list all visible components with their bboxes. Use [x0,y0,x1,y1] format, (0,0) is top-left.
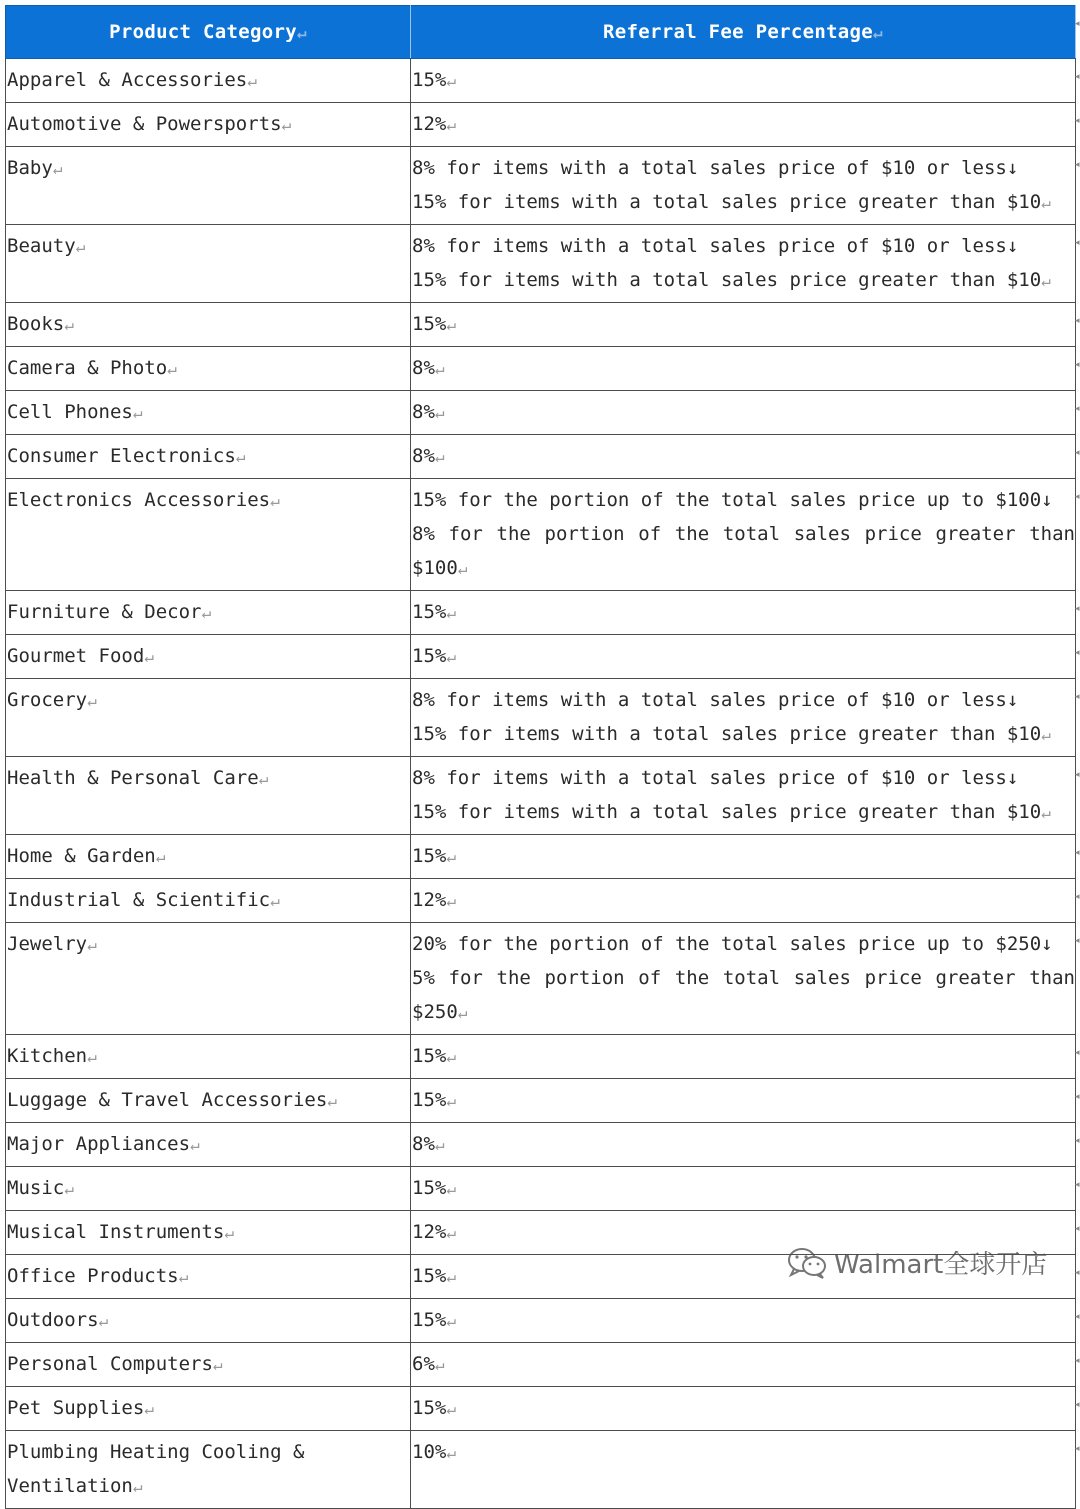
category-text: Plumbing Heating Cooling & Ventilation [7,1441,305,1497]
row-end-marker-icon: ◂ [1075,692,1080,702]
watermark-text: Walmart全球开店 [834,1250,1048,1280]
paragraph-mark-icon: ↵ [270,491,280,510]
paragraph-mark-icon: ↵ [1041,803,1051,822]
wechat-icon [786,1246,828,1280]
table-row [6,879,1076,923]
row-end-marker-icon: ◂ [1075,492,1080,502]
table-row [6,347,1076,391]
table-row [6,479,1076,591]
fee-text: 15% for the portion of the total sales price up to $100↓ 8% for the portion of the total sales price greater than $100 [412,489,1075,579]
category-text: Personal Computers [7,1353,213,1375]
watermark [786,1244,1047,1281]
paragraph-mark-icon: ↵ [64,1179,74,1198]
header-product-category: Product Category↵ [6,6,411,59]
paragraph-mark-icon: ↵ [446,1179,456,1198]
fee-text: 8% [412,1133,435,1155]
category-cell [6,1167,411,1211]
paragraph-mark-icon: ↵ [270,891,280,910]
paragraph-mark-icon: ↵ [1041,193,1051,212]
fee-cell [411,757,1076,835]
fee-cell [411,147,1076,225]
category-cell [6,391,411,435]
category-cell [6,147,411,225]
category-text: Electronics Accessories [7,489,271,511]
category-text: Home & Garden [7,845,156,867]
row-end-marker-icon: ◂ [1075,892,1080,902]
paragraph-mark-icon: ↵ [212,1355,223,1374]
paragraph-mark-icon: ↵ [247,71,257,90]
row-end-marker-icon: ◂ [1075,1312,1080,1322]
fee-text: 15% [412,1397,447,1419]
category-text: Pet Supplies [7,1397,145,1419]
referral-fee-table [5,5,1076,1509]
fee-cell [411,1035,1076,1079]
row-end-marker-icon: ◂ [1075,604,1080,614]
row-end-marker-icon: ◂ [1075,404,1080,414]
paragraph-mark-icon: ↵ [446,1311,456,1330]
fee-text: 15% [412,1177,447,1199]
category-cell [6,1387,411,1431]
paragraph-mark-icon: ↵ [434,447,445,466]
fee-text: 15% [412,1265,447,1287]
paragraph-mark-icon: ↵ [281,115,292,134]
category-cell [6,1343,411,1387]
fee-text: 8% [412,401,435,423]
category-text: Musical Instruments [7,1221,225,1243]
table-row [6,1431,1076,1509]
fee-text: 8% [412,357,435,379]
paragraph-mark-icon: ↵ [132,1477,143,1496]
fee-text: 15% [412,69,447,91]
row-end-marker-icon: ◂ [1075,1224,1080,1234]
paragraph-mark-icon: ↵ [1041,271,1051,290]
paragraph-mark-icon: ↵ [144,1399,154,1418]
category-text: Books [7,313,65,335]
table-row [6,1035,1076,1079]
category-text: Baby [7,157,53,179]
paragraph-mark-icon: ↵ [434,359,445,378]
category-text: Health & Personal Care [7,767,259,789]
row-end-marker-icon: ◂ [1075,1180,1080,1190]
fee-text: 15% [412,645,447,667]
paragraph-mark-icon: ↵ [446,1223,456,1242]
fee-cell [411,879,1076,923]
category-text: Camera & Photo [7,357,168,379]
fee-text: 15% [412,601,447,623]
table-row [6,435,1076,479]
row-end-marker-icon: ◂ [1075,1444,1080,1454]
category-text: Consumer Electronics [7,445,236,467]
row-end-marker-icon: ◂ [1075,316,1080,326]
table-row [6,1343,1076,1387]
category-text: Music [7,1177,65,1199]
fee-cell [411,1431,1076,1509]
paragraph-mark-icon: ↵ [446,603,456,622]
fee-text: 15% [412,1089,447,1111]
fee-cell [411,679,1076,757]
fee-text: 20% for the portion of the total sales price up to $250↓ 5% for the portion of the total sales price greater than $250 [412,933,1075,1023]
fee-text: 15% [412,1045,447,1067]
paragraph-mark-icon: ↵ [87,691,97,710]
fee-cell [411,479,1076,591]
table-row [6,1387,1076,1431]
fee-cell [411,59,1076,103]
row-end-marker-icon: ◂ [1075,1400,1080,1410]
fee-text: 15% [412,1309,447,1331]
paragraph-mark-icon: ↵ [224,1223,234,1242]
header-referral-fee: Referral Fee Percentage↵ [411,6,1076,59]
paragraph-mark-icon: ↵ [235,447,246,466]
table-row [6,303,1076,347]
fee-text: 12% [412,889,447,911]
row-end-marker-icon: ◂ [1075,648,1080,658]
paragraph-mark-icon: ↵ [87,935,97,954]
fee-text: 10% [412,1441,447,1463]
paragraph-mark-icon: ↵ [167,359,177,378]
category-cell [6,879,411,923]
row-end-marker-icon: ◂ [1075,72,1080,82]
category-cell [6,591,411,635]
fee-cell [411,591,1076,635]
fee-cell [411,635,1076,679]
category-cell [6,679,411,757]
fee-cell [411,923,1076,1035]
row-end-marker-icon: ◂ [1075,1356,1080,1366]
paragraph-mark-icon: ↵ [446,1091,456,1110]
fee-cell [411,1079,1076,1123]
table-row [6,1079,1076,1123]
paragraph-mark-icon: ↵ [446,647,456,666]
table-row [6,147,1076,225]
category-text: Major Appliances [7,1133,191,1155]
paragraph-mark-icon: ↵ [1041,725,1051,744]
paragraph-mark-icon: ↵ [446,891,456,910]
table-row [6,923,1076,1035]
category-cell [6,225,411,303]
paragraph-mark-icon: ↵ [75,237,86,256]
table-row [6,679,1076,757]
row-end-marker-icon: ◂ [1075,936,1080,946]
paragraph-mark-icon: ↵ [190,1135,200,1154]
table-body [6,59,1076,1509]
referral-fee-table-container [5,5,1075,1509]
fee-cell [411,1123,1076,1167]
row-end-marker-icon: ◂ [1075,1136,1080,1146]
table-row [6,1167,1076,1211]
category-text: Grocery [7,689,88,711]
category-text: Luggage & Travel Accessories [7,1089,328,1111]
paragraph-mark-icon: ↵ [446,1399,456,1418]
row-end-marker-icon: ◂ [1075,848,1080,858]
category-cell [6,435,411,479]
category-text: Office Products [7,1265,179,1287]
table-row [6,835,1076,879]
table-row [6,591,1076,635]
paragraph-mark-icon: ↵ [258,769,269,788]
row-end-marker-icon: ◂ [1075,238,1080,248]
category-cell [6,303,411,347]
paragraph-mark-icon: ↵ [446,315,456,334]
row-end-marker-icon: ◂ [1075,19,1080,29]
fee-text: 12% [412,1221,447,1243]
table-row [6,635,1076,679]
category-cell [6,347,411,391]
category-text: Beauty [7,235,76,257]
category-text: Automotive & Powersports [7,113,282,135]
table-row [6,391,1076,435]
category-cell [6,1255,411,1299]
table-row [6,1299,1076,1343]
table-row [6,225,1076,303]
category-text: Furniture & Decor [7,601,202,623]
category-text: Outdoors [7,1309,99,1331]
paragraph-mark-icon: ↵ [155,847,166,866]
fee-cell [411,1387,1076,1431]
paragraph-mark-icon: ↵ [98,1311,109,1330]
category-cell [6,59,411,103]
fee-cell [411,225,1076,303]
paragraph-mark-icon: ↵ [434,403,445,422]
table-row [6,59,1076,103]
table-row [6,1123,1076,1167]
paragraph-mark-icon: ↵ [434,1355,445,1374]
fee-text: 12% [412,113,447,135]
category-cell [6,103,411,147]
paragraph-mark-icon: ↵ [434,1135,445,1154]
paragraph-mark-icon: ↵ [446,1267,456,1286]
fee-cell [411,303,1076,347]
fee-cell [411,435,1076,479]
category-cell [6,479,411,591]
category-cell [6,635,411,679]
paragraph-mark-icon: ↵ [446,847,456,866]
paragraph-mark-icon: ↵ [327,1091,337,1110]
table-row [6,757,1076,835]
fee-cell [411,835,1076,879]
row-end-marker-icon: ◂ [1075,1092,1080,1102]
paragraph-mark-icon: ↵ [87,1047,97,1066]
paragraph-mark-icon: ↵ [457,559,468,578]
category-text: Gourmet Food [7,645,145,667]
category-cell [6,1211,411,1255]
category-text: Kitchen [7,1045,88,1067]
fee-text: 15% [412,313,447,335]
fee-cell [411,347,1076,391]
table-header-row [6,6,1076,59]
paragraph-mark-icon: ↵ [64,315,74,334]
fee-text: 8% for items with a total sales price of $10 or less↓ 15% for items with a total sales price greater than $10 [412,157,1042,213]
table-row [6,103,1076,147]
category-cell [6,1431,411,1509]
fee-text: 8% for items with a total sales price of $10 or less↓ 15% for items with a total sales price greater than $10 [412,235,1042,291]
paragraph-mark-icon: ↵ [132,403,143,422]
fee-text: 8% for items with a total sales price of $10 or less↓ 15% for items with a total sales price greater than $10 [412,767,1042,823]
paragraph-mark-icon: ↵ [201,603,212,622]
category-cell [6,1123,411,1167]
fee-cell [411,391,1076,435]
fee-text: 6% [412,1353,435,1375]
category-text: Jewelry [7,933,88,955]
category-cell [6,923,411,1035]
fee-cell [411,1167,1076,1211]
fee-text: 15% [412,845,447,867]
row-end-marker-icon: ◂ [1075,1268,1080,1278]
category-text: Cell Phones [7,401,133,423]
fee-cell [411,1299,1076,1343]
row-end-marker-icon: ◂ [1075,116,1080,126]
paragraph-mark-icon: ↵ [446,1047,456,1066]
paragraph-mark-icon: ↵ [457,1003,468,1022]
row-end-marker-icon: ◂ [1075,160,1080,170]
paragraph-mark-icon: ↵ [446,1443,456,1462]
paragraph-mark-icon: ↵ [178,1267,189,1286]
row-end-marker-icon: ◂ [1075,1048,1080,1058]
paragraph-mark-icon: ↵ [52,159,63,178]
category-text: Industrial & Scientific [7,889,271,911]
category-cell [6,835,411,879]
category-cell [6,1299,411,1343]
paragraph-mark-icon: ↵ [144,647,154,666]
category-cell [6,757,411,835]
fee-cell [411,1343,1076,1387]
paragraph-mark-icon: ↵ [446,115,456,134]
paragraph-mark-icon: ↵ [446,71,456,90]
row-end-marker-icon: ◂ [1075,448,1080,458]
fee-text: 8% for items with a total sales price of $10 or less↓ 15% for items with a total sales price greater than $10 [412,689,1042,745]
row-end-marker-icon: ◂ [1075,360,1080,370]
category-text: Apparel & Accessories [7,69,248,91]
fee-text: 8% [412,445,435,467]
category-cell [6,1079,411,1123]
fee-cell [411,103,1076,147]
category-cell [6,1035,411,1079]
row-end-marker-icon: ◂ [1075,770,1080,780]
